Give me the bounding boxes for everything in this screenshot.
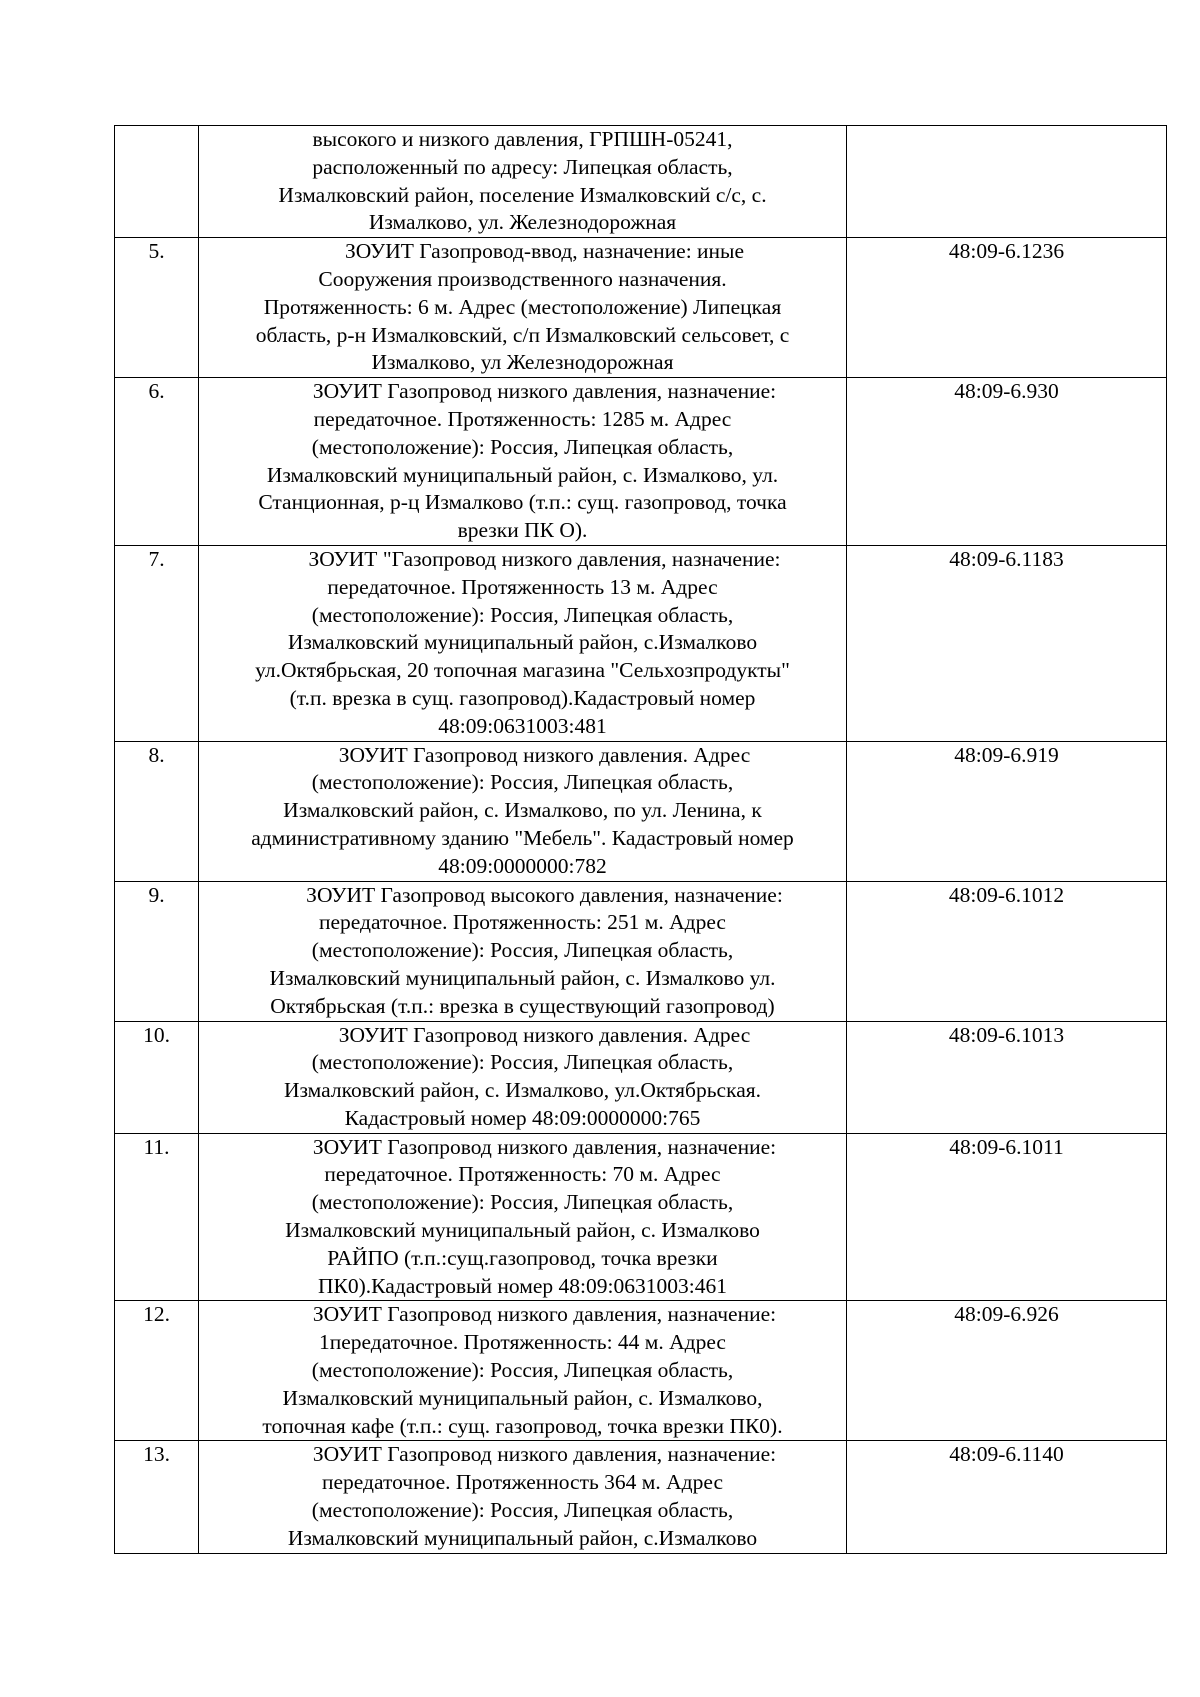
description-line: Измалковский муниципальный район, с.Измалково [287, 1525, 758, 1550]
description-line: передаточное. Протяженность: 251 м. Адрес [319, 910, 726, 935]
row-number-cell: 10. [115, 1021, 199, 1133]
description-line: Кадастровый номер 48:09:0000000:765 [344, 1105, 701, 1130]
description-line: 48:09:0631003:481 [438, 713, 607, 738]
description-line: ЗОУИТ Газопровод низкого давления. Адрес [338, 1022, 751, 1047]
description-line: область, р-н Измалковский, с/п Измалковский сельсовет, с [255, 322, 790, 347]
description-line: Измалковский муниципальный район, с. Измалково ул. [269, 965, 776, 990]
registry-code-cell: 48:09-6.919 [847, 741, 1167, 881]
description-line: ЗОУИТ Газопровод низкого давления, назначение: [312, 1442, 777, 1467]
description-line: (местоположение): Россия, Липецкая область, [311, 770, 734, 795]
registry-code-cell: 48:09-6.1236 [847, 238, 1167, 378]
description-line: (местоположение): Россия, Липецкая область, [311, 1498, 734, 1523]
row-number-cell: 8. [115, 741, 199, 881]
row-number-cell: 11. [115, 1133, 199, 1301]
description-line: Измалковский муниципальный район, с. Измалково [285, 1218, 760, 1243]
description-line: Сооружения производственного назначения. [318, 266, 727, 291]
description-line: ЗОУИТ Газопровод-ввод, назначение: иные [344, 239, 745, 264]
description-line: (местоположение): Россия, Липецкая область, [311, 434, 734, 459]
description-line: административному зданию "Мебель". Кадастровый номер [251, 825, 794, 850]
object-description-cell [199, 741, 847, 881]
row-number-cell: 9. [115, 881, 199, 1021]
table-row [115, 1021, 1167, 1133]
description-line: ЗОУИТ Газопровод высокого давления, назначение: [306, 882, 783, 907]
description-line: Измалково, ул. Железнодорожная [368, 210, 677, 235]
description-line: Измалковский муниципальный район, с. Измалково, ул. [266, 462, 779, 487]
object-description-cell [199, 1133, 847, 1301]
object-description-cell [199, 545, 847, 741]
object-description-cell [199, 881, 847, 1021]
description-line: 48:09:0000000:782 [438, 853, 607, 878]
description-line: Измалково, ул Железнодорожная [371, 350, 674, 375]
description-line: (местоположение): Россия, Липецкая область, [311, 1358, 734, 1383]
row-number-cell: 13. [115, 1441, 199, 1553]
table-row [115, 881, 1167, 1021]
description-line: (местоположение): Россия, Липецкая область, [311, 1050, 734, 1075]
description-line: ЗОУИТ Газопровод низкого давления, назначение: [312, 1134, 777, 1159]
description-line: ЗОУИТ Газопровод низкого давления, назначение: [312, 1302, 777, 1327]
row-number-cell [115, 126, 199, 238]
description-line: Измалковский муниципальный район, с. Измалково, [282, 1385, 763, 1410]
description-line: Измалковский район, с. Измалково, ул.Октябрьская. [283, 1078, 762, 1103]
object-description-cell [199, 1441, 847, 1553]
object-description-cell [199, 126, 847, 238]
table-row [115, 1441, 1167, 1553]
description-line: передаточное. Протяженность: 1285 м. Адрес [313, 406, 732, 431]
description-line: передаточное. Протяженность: 70 м. Адрес [324, 1162, 721, 1187]
description-line: ЗОУИТ "Газопровод низкого давления, назначение: [308, 546, 781, 571]
registry-code-cell: 48:09-6.1011 [847, 1133, 1167, 1301]
registry-code-cell: 48:09-6.1013 [847, 1021, 1167, 1133]
registry-code-cell [847, 126, 1167, 238]
table-row [115, 1133, 1167, 1301]
description-line: Измалковский муниципальный район, с.Измалково [287, 630, 758, 655]
description-line: (т.п. врезка в сущ. газопровод).Кадастровый номер [289, 685, 756, 710]
description-line: Протяженность: 6 м. Адрес (местоположение) Липецкая [263, 294, 782, 319]
row-number-cell: 6. [115, 378, 199, 546]
registry-code-cell: 48:09-6.1140 [847, 1441, 1167, 1553]
table-row [115, 126, 1167, 238]
description-line: ЗОУИТ Газопровод низкого давления, назначение: [312, 379, 777, 404]
description-line: Станционная, р-ц Измалково (т.п.: сущ. газопровод, точка [258, 490, 787, 515]
registry-code-cell: 48:09-6.926 [847, 1301, 1167, 1441]
description-line: врезки ПК О). [457, 518, 588, 543]
description-line: Октябрьская (т.п.: врезка в существующий газопровод) [270, 993, 775, 1018]
row-number-cell: 12. [115, 1301, 199, 1441]
description-line: ПК0).Кадастровый номер 48:09:0631003:461 [318, 1273, 727, 1298]
description-line: расположенный по адресу: Липецкая область, [312, 154, 733, 179]
registry-code-cell: 48:09-6.1012 [847, 881, 1167, 1021]
registry-code-cell: 48:09-6.930 [847, 378, 1167, 546]
table-row [115, 1301, 1167, 1441]
table-row [115, 378, 1167, 546]
description-line: Измалковский район, поселение Измалковский с/с, с. [278, 182, 767, 207]
description-line: (местоположение): Россия, Липецкая область, [311, 938, 734, 963]
object-description-cell [199, 1301, 847, 1441]
description-line: топочная кафе (т.п.: сущ. газопровод, точка врезки ПК0). [262, 1413, 783, 1438]
registry-code-cell: 48:09-6.1183 [847, 545, 1167, 741]
table-row [115, 741, 1167, 881]
description-line: ЗОУИТ Газопровод низкого давления. Адрес [338, 742, 751, 767]
description-line: РАЙПО (т.п.:сущ.газопровод, точка врезки [327, 1245, 718, 1270]
row-number-cell: 7. [115, 545, 199, 741]
description-line: ул.Октябрьская, 20 топочная магазина "Сельхозпродукты" [255, 658, 790, 683]
row-number-cell: 5. [115, 238, 199, 378]
description-line: (местоположение): Россия, Липецкая область, [311, 1190, 734, 1215]
table-row [115, 238, 1167, 378]
description-line: передаточное. Протяженность 364 м. Адрес [321, 1470, 723, 1495]
description-line: 1передаточное. Протяженность: 44 м. Адрес [319, 1330, 726, 1355]
description-line: передаточное. Протяженность 13 м. Адрес [327, 574, 718, 599]
object-description-cell [199, 378, 847, 546]
registry-table-body [115, 126, 1167, 1554]
description-line: Измалковский район, с. Измалково, по ул. Ленина, к [283, 798, 762, 823]
object-description-cell [199, 1021, 847, 1133]
zouit-registry-table [114, 125, 1167, 1554]
description-line: (местоположение): Россия, Липецкая область, [311, 602, 734, 627]
description-line: высокого и низкого давления, ГРПШН-05241, [312, 127, 733, 151]
object-description-cell [199, 238, 847, 378]
table-row [115, 545, 1167, 741]
